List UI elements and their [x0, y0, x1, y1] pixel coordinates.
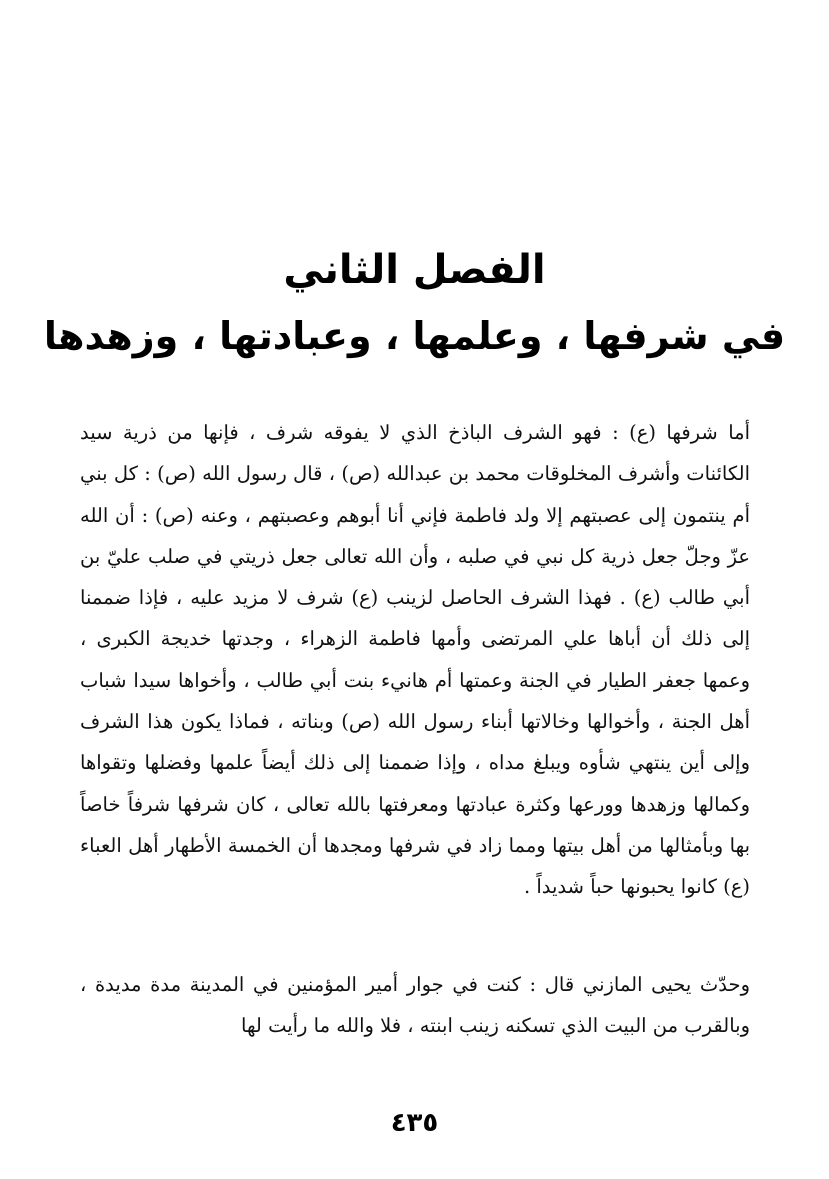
- paragraph-2: وحدّث يحيى المازني قال : كنت في جوار أمير المؤمنين في المدينة مدة مديدة ، وبالقرب من البيت الذي تسكنه زينب ابنته ، فلا والله ما رأيت لها: [80, 973, 750, 1038]
- paragraph-1: أما شرفها (ع) : فهو الشرف الباذخ الذي لا يفوقه شرف ، فإنها من ذرية سيد الكائنات وأشرف المخلوقات محمد بن عبدالله (ص) ، قال رسول الله (ص) : كل بني أم ينتمون إلى عصبتهم إلا ولد فاطمة فإني أنا أبوهم وعصبتهم ، وعنه (ص) : أن الله عزّ وجلّ جعل ذرية كل نبي في صلبه ، وأن الله تعالى جعل ذريتي في صلب عليّ بن أبي طالب (ع) . فهذا الشرف الحاصل لزينب (ع) شرف لا مزيد عليه ، فإذا ضممنا إلى ذلك أن أباها علي المرتضى وأمها فاطمة الزهراء ، وجدتها خديجة الكبرى ، وعمها جعفر الطيار في الجنة وعمتها أم هانيء بنت أبي طالب ، وأخواها سيدا شباب أهل الجنة ، وأخوالها وخالاتها أبناء رسول الله (ص) وبناته ، فماذا يكون هذا الشرف وإلى أين ينتهي شأوه ويبلغ مداه ، وإذا ضممنا إلى ذلك أيضاً علمها وفضلها وتقواها وكمالها وزهدها وورعها وكثرة عبادتها ومعرفتها بالله تعالى ، كان شرفها شرفاً خاصاً بها وبأمثالها من أهل بيتها ومما زاد في شرفها ومجدها أن الخمسة الأطهار أهل العباء (ع) كانوا يحبونها حباً شديداً .: [80, 421, 750, 899]
- page-number: ٤٣٥: [390, 1108, 439, 1138]
- chapter-label: الفصل الثاني: [283, 247, 546, 293]
- chapter-heading: [0, 240, 829, 366]
- chapter-title: في شرفها ، وعلمها ، وعبادتها ، وزهدها: [43, 314, 786, 358]
